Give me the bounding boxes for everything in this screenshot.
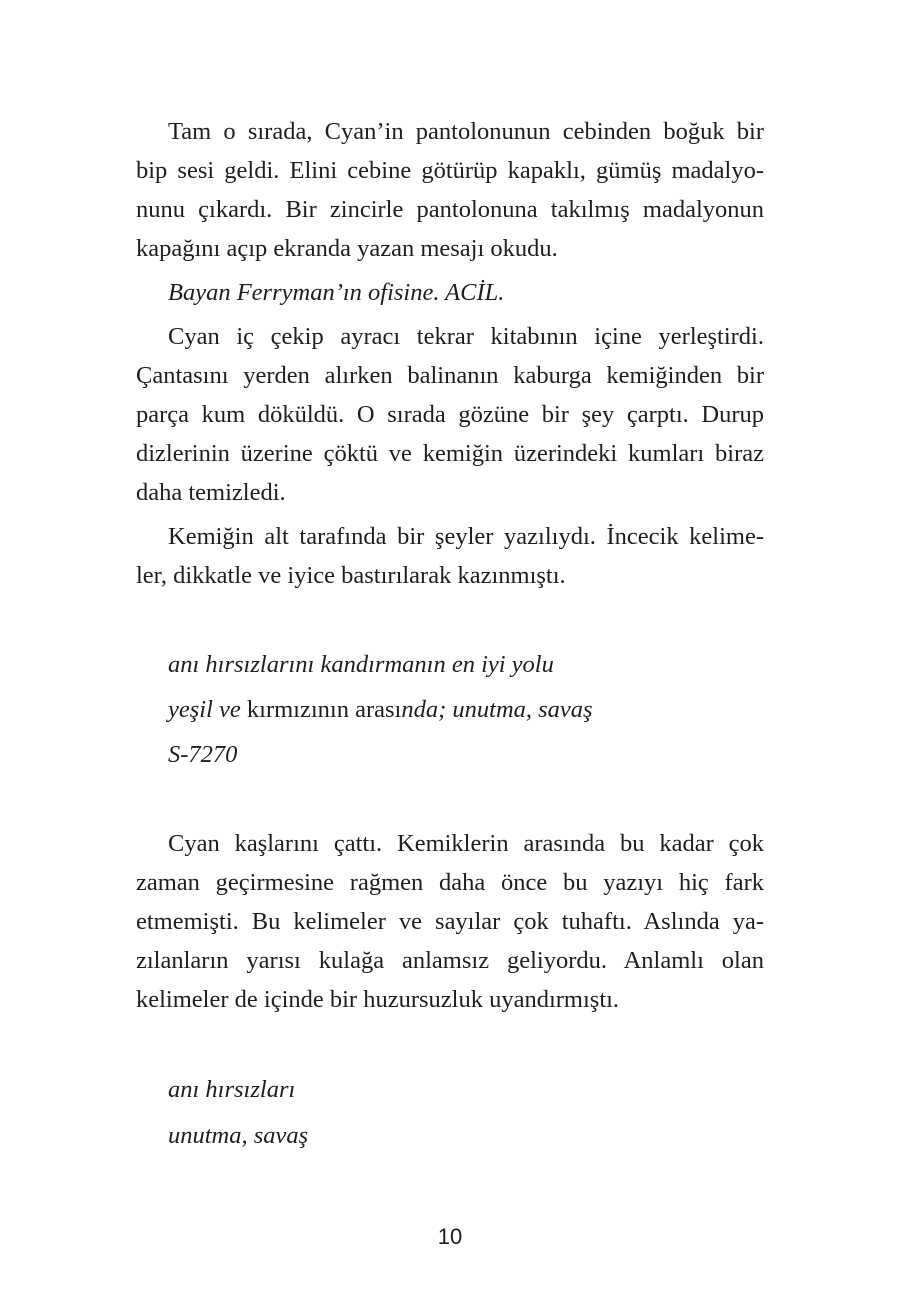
inscription-line-1: anı hırsızlarını kandırmanın en iyi yolu: [168, 651, 554, 678]
paragraph-1-line-1: Tam o sırada, Cyan’in pantolonunun cebinden boğuk bir: [168, 118, 764, 145]
inscription-line-2-part-a: yeşil ve: [168, 696, 247, 723]
paragraph-2-line-3: parça kum döküldü. O sırada gözüne bir şey çarptı. Durup: [136, 401, 764, 428]
locket-message: Bayan Ferryman’ın ofisine. ACİL.: [168, 279, 505, 306]
paragraph-4-line-2: zaman geçirmesine rağmen daha önce bu yazıyı hiç fark: [136, 869, 764, 896]
fragment-line-1: anı hırsızları: [168, 1076, 296, 1103]
inscription-line-2: [168, 691, 728, 729]
inscription-line-2-part-b: kırmızının arası: [246, 696, 402, 723]
paragraph-1-line-4: kapağını açıp ekranda yazan mesajı okudu.: [136, 235, 558, 262]
paragraph-4-line-3: etmemişti. Bu kelimeler ve sayılar çok tuhaftı. Aslında ya-: [136, 908, 764, 935]
paragraph-4-line-5: kelimeler de içinde bir huzursuzluk uyandırmıştı.: [136, 986, 620, 1013]
fragment-line-2: unutma, savaş: [168, 1122, 309, 1149]
paragraph-4-line-1: Cyan kaşlarını çattı. Kemiklerin arasında bu kadar çok: [168, 830, 764, 857]
paragraph-2-line-5: daha temizledi.: [136, 479, 286, 506]
paragraph-2-line-4: dizlerinin üzerine çöktü ve kemiğin üzerindeki kumları biraz: [136, 440, 764, 467]
paragraph-3-line-2: ler, dikkatle ve iyice bastırılarak kazınmıştı.: [136, 562, 566, 589]
page-number: 10: [437, 1224, 463, 1249]
inscription-line-2-part-c: nda; unutma, savaş: [401, 696, 593, 723]
paragraph-2-line-1: Cyan iç çekip ayracı tekrar kitabının içine yerleştirdi.: [168, 323, 764, 350]
paragraph-1-line-3: nunu çıkardı. Bir zincirle pantolonuna takılmış madalyonun: [136, 196, 764, 223]
paragraph-2-line-2: Çantasını yerden alırken balinanın kaburga kemiğinden bir: [136, 362, 764, 389]
inscription-line-3: S-7270: [168, 741, 238, 768]
paragraph-1-line-2: bip sesi geldi. Elini cebine götürüp kapaklı, gümüş madalyo-: [136, 157, 764, 184]
paragraph-4-line-4: zılanların yarısı kulağa anlamsız geliyordu. Anlamlı olan: [136, 947, 764, 974]
paragraph-3-line-1: Kemiğin alt tarafında bir şeyler yazılıydı. İncecik kelime-: [168, 523, 764, 550]
